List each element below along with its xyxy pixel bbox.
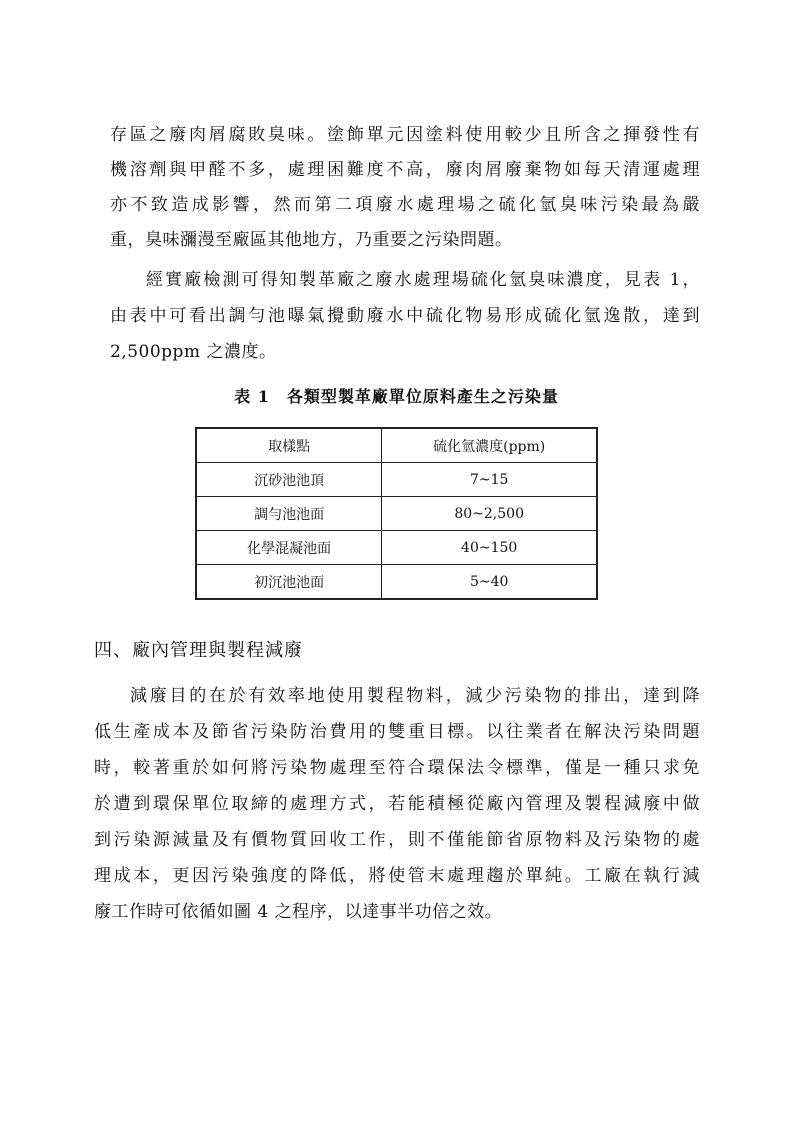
paragraph-2-line-1: 經實廠檢測可得知製革廠之廢水處理場硫化氫臭味濃度，見表 1，: [146, 270, 700, 290]
table-cell-concentration: 5~40: [382, 565, 597, 600]
paragraph-3-line-3: 時，較著重於如何將污染物處理至符合環保法令標準，僅是一種只求免: [94, 758, 700, 778]
paragraph-1-line-4: 重，臭味瀰漫至廠區其他地方，乃重要之污染問題。: [110, 230, 513, 250]
table-cell-concentration: 80~2,500: [382, 497, 597, 531]
table-row: [196, 463, 597, 497]
paragraph-3-line-7: 廢工作時可依循如圖 4 之程序，以達事半功倍之效。: [94, 902, 503, 922]
table-cell-location: 化學混凝池面: [196, 531, 382, 565]
table-title: 表 1 各類型製革廠單位原料產生之污染量: [234, 387, 559, 406]
table-header-sampling-point: 取樣點: [196, 428, 382, 463]
data-table: [195, 427, 598, 600]
paragraph-3-line-4: 於遭到環保單位取締的處理方式，若能積極從廠內管理及製程減廢中做: [94, 794, 700, 814]
table-cell-location: 初沉池池面: [196, 565, 382, 600]
paragraph-1-line-2: 機溶劑與甲醛不多，處理困難度不高，廢肉屑廢棄物如每天清運處理: [110, 160, 700, 180]
table-cell-concentration: 40~150: [382, 531, 597, 565]
table-cell-location: 沉砂池池頂: [196, 463, 382, 497]
table-row: [196, 497, 597, 531]
table-cell-location: 調勻池池面: [196, 497, 382, 531]
paragraph-3-line-1: 減廢目的在於有效率地使用製程物料，減少污染物的排出，達到降: [130, 686, 700, 706]
table-header-row: [196, 428, 597, 463]
table-row: [196, 531, 597, 565]
paragraph-3-line-6: 理成本，更因污染強度的降低，將使管末處理趨於單純。工廠在執行減: [94, 866, 700, 886]
table-row: [196, 565, 597, 600]
section-heading: 四、廠內管理與製程減廢: [94, 640, 303, 661]
table-cell-concentration: 7~15: [382, 463, 597, 497]
table-header-h2s-concentration: 硫化氫濃度(ppm): [382, 428, 597, 463]
paragraph-3-line-5: 到污染源減量及有價物質回收工作，則不僅能節省原物料及污染物的處: [94, 830, 700, 850]
paragraph-3-line-2: 低生產成本及節省污染防治費用的雙重目標。以往業者在解決污染問題: [94, 722, 700, 742]
paragraph-2-line-2: 由表中可看出調勻池曝氣攪動廢水中硫化物易形成硫化氫逸散，達到: [110, 306, 700, 326]
paragraph-2-line-3: 2,500ppm 之濃度。: [110, 342, 277, 362]
paragraph-1-line-1: 存區之廢肉屑腐敗臭味。塗飾單元因塗料使用較少且所含之揮發性有: [110, 125, 700, 145]
paragraph-1-line-3: 亦不致造成影響，然而第二項廢水處理場之硫化氫臭味污染最為嚴: [110, 195, 700, 215]
